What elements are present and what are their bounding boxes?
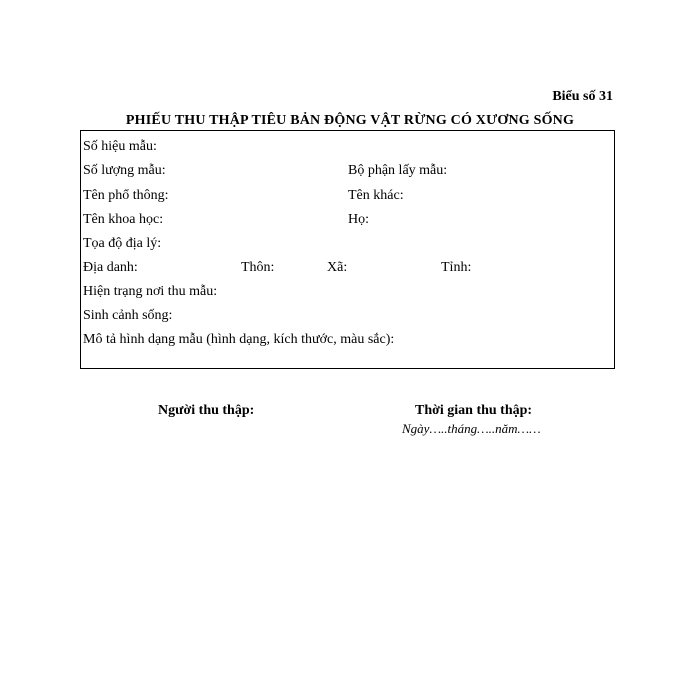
- field-commune: Xã:: [327, 260, 348, 275]
- collector-label: Người thu thập:: [158, 403, 255, 418]
- field-province: Tỉnh:: [441, 260, 472, 275]
- form-title: PHIẾU THU THẬP TIÊU BẢN ĐỘNG VẬT RỪNG CÓ XƯƠNG SỐNG: [125, 113, 575, 128]
- form-box: [80, 130, 615, 369]
- field-part-sampled: Bộ phận lấy mẫu:: [348, 163, 448, 178]
- field-specimen-id: Số hiệu mẫu:: [83, 139, 157, 154]
- date-line: Ngày…..tháng…..năm……: [402, 421, 541, 436]
- field-site-status: Hiện trạng nơi thu mẫu:: [83, 284, 218, 299]
- form-code: Biểu số 31: [552, 89, 613, 104]
- field-scientific-name: Tên khoa học:: [83, 212, 164, 227]
- collection-time-label: Thời gian thu thập:: [415, 403, 533, 418]
- field-quantity: Số lượng mẫu:: [83, 163, 166, 178]
- field-coordinates: Tọa độ địa lý:: [83, 236, 162, 251]
- field-common-name: Tên phổ thông:: [83, 188, 169, 203]
- field-habitat: Sinh cảnh sống:: [83, 308, 173, 323]
- field-hamlet: Thôn:: [241, 260, 275, 275]
- field-family: Họ:: [348, 212, 369, 227]
- field-place-name: Địa danh:: [83, 260, 138, 275]
- field-description: Mô tả hình dạng mẫu (hình dạng, kích thước, màu sắc):: [83, 332, 395, 347]
- field-other-name: Tên khác:: [348, 188, 404, 203]
